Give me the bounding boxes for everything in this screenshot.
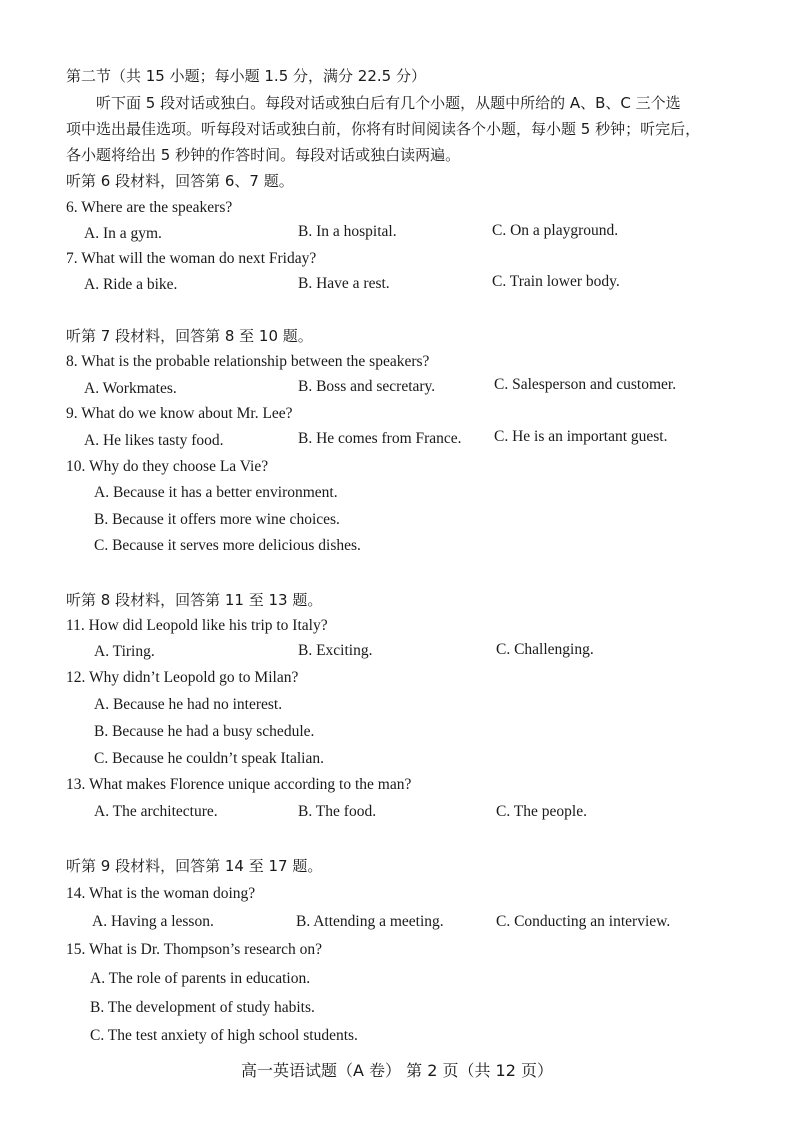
question-stem: 10. Why do they choose La Vie? xyxy=(66,458,269,475)
option-c[interactable]: C. Conducting an interview. xyxy=(496,913,671,930)
option-c[interactable]: C. Because it serves more delicious dishes. xyxy=(94,537,361,554)
instruction-line-3: 各小题将给出 5 秒钟的作答时间。每段对话或独白读两遍。 xyxy=(66,146,461,164)
question-stem: 15. What is Dr. Thompson’s research on? xyxy=(66,941,322,958)
option-b[interactable]: B. The food. xyxy=(298,803,377,820)
question-stem: 9. What do we know about Mr. Lee? xyxy=(66,405,293,422)
option-b[interactable]: B. The development of study habits. xyxy=(90,999,315,1016)
option-a[interactable]: A. In a gym. xyxy=(84,225,162,242)
option-b[interactable]: B. Exciting. xyxy=(298,642,373,659)
option-b[interactable]: B. Attending a meeting. xyxy=(296,913,444,930)
option-c[interactable]: C. Salesperson and customer. xyxy=(494,376,677,393)
option-b[interactable]: B. Because he had a busy schedule. xyxy=(94,723,315,740)
option-c[interactable]: C. Challenging. xyxy=(496,641,594,658)
group-heading: 听第 8 段材料，回答第 11 至 13 题。 xyxy=(66,591,323,609)
option-a[interactable]: A. Because he had no interest. xyxy=(94,696,283,713)
option-a[interactable]: A. Because it has a better environment. xyxy=(94,484,338,501)
option-c[interactable]: C. He is an important guest. xyxy=(494,428,668,445)
option-a[interactable]: A. Tiring. xyxy=(94,643,155,660)
option-a[interactable]: A. The role of parents in education. xyxy=(90,970,311,987)
option-b[interactable]: B. Have a rest. xyxy=(298,275,390,292)
question-stem: 6. Where are the speakers? xyxy=(66,199,233,216)
question-stem: 13. What makes Florence unique according to the man? xyxy=(66,776,412,793)
group-heading: 听第 7 段材料，回答第 8 至 10 题。 xyxy=(66,327,313,345)
option-b[interactable]: B. He comes from France. xyxy=(298,430,462,447)
question-stem: 14. What is the woman doing? xyxy=(66,885,256,902)
question-stem: 7. What will the woman do next Friday? xyxy=(66,250,317,267)
option-b[interactable]: B. Boss and secretary. xyxy=(298,378,436,395)
question-stem: 11. How did Leopold like his trip to Italy? xyxy=(66,617,328,634)
instruction-line-1: 听下面 5 段对话或独白。每段对话或独白后有几个小题，从题中所给的 A、B、C 三个选 xyxy=(96,94,681,112)
page-footer: 高一英语试题（A 卷） 第 2 页（共 12 页） xyxy=(240,1061,553,1080)
option-a[interactable]: A. Ride a bike. xyxy=(84,276,178,293)
option-a[interactable]: A. The architecture. xyxy=(94,803,218,820)
option-c[interactable]: C. The people. xyxy=(496,803,587,820)
option-a[interactable]: A. He likes tasty food. xyxy=(84,432,224,449)
option-a[interactable]: A. Workmates. xyxy=(84,380,177,397)
option-b[interactable]: B. In a hospital. xyxy=(298,223,397,240)
group-heading: 听第 6 段材料，回答第 6、7 题。 xyxy=(66,172,294,190)
question-stem: 12. Why didn’t Leopold go to Milan? xyxy=(66,669,299,686)
option-b[interactable]: B. Because it offers more wine choices. xyxy=(94,511,340,528)
option-c[interactable]: C. On a playground. xyxy=(492,222,619,239)
instruction-line-2: 项中选出最佳选项。听每段对话或独白前，你将有时间阅读各个小题，每小题 5 秒钟；听完后， xyxy=(66,120,701,138)
option-c[interactable]: C. Train lower body. xyxy=(492,273,620,290)
group-heading: 听第 9 段材料，回答第 14 至 17 题。 xyxy=(66,857,323,875)
option-a[interactable]: A. Having a lesson. xyxy=(92,913,214,930)
option-c[interactable]: C. The test anxiety of high school students. xyxy=(90,1027,358,1044)
option-c[interactable]: C. Because he couldn’t speak Italian. xyxy=(94,750,324,767)
question-stem: 8. What is the probable relationship between the speakers? xyxy=(66,353,430,370)
section-title: 第二节（共 15 小题；每小题 1.5 分，满分 22.5 分） xyxy=(66,67,426,85)
